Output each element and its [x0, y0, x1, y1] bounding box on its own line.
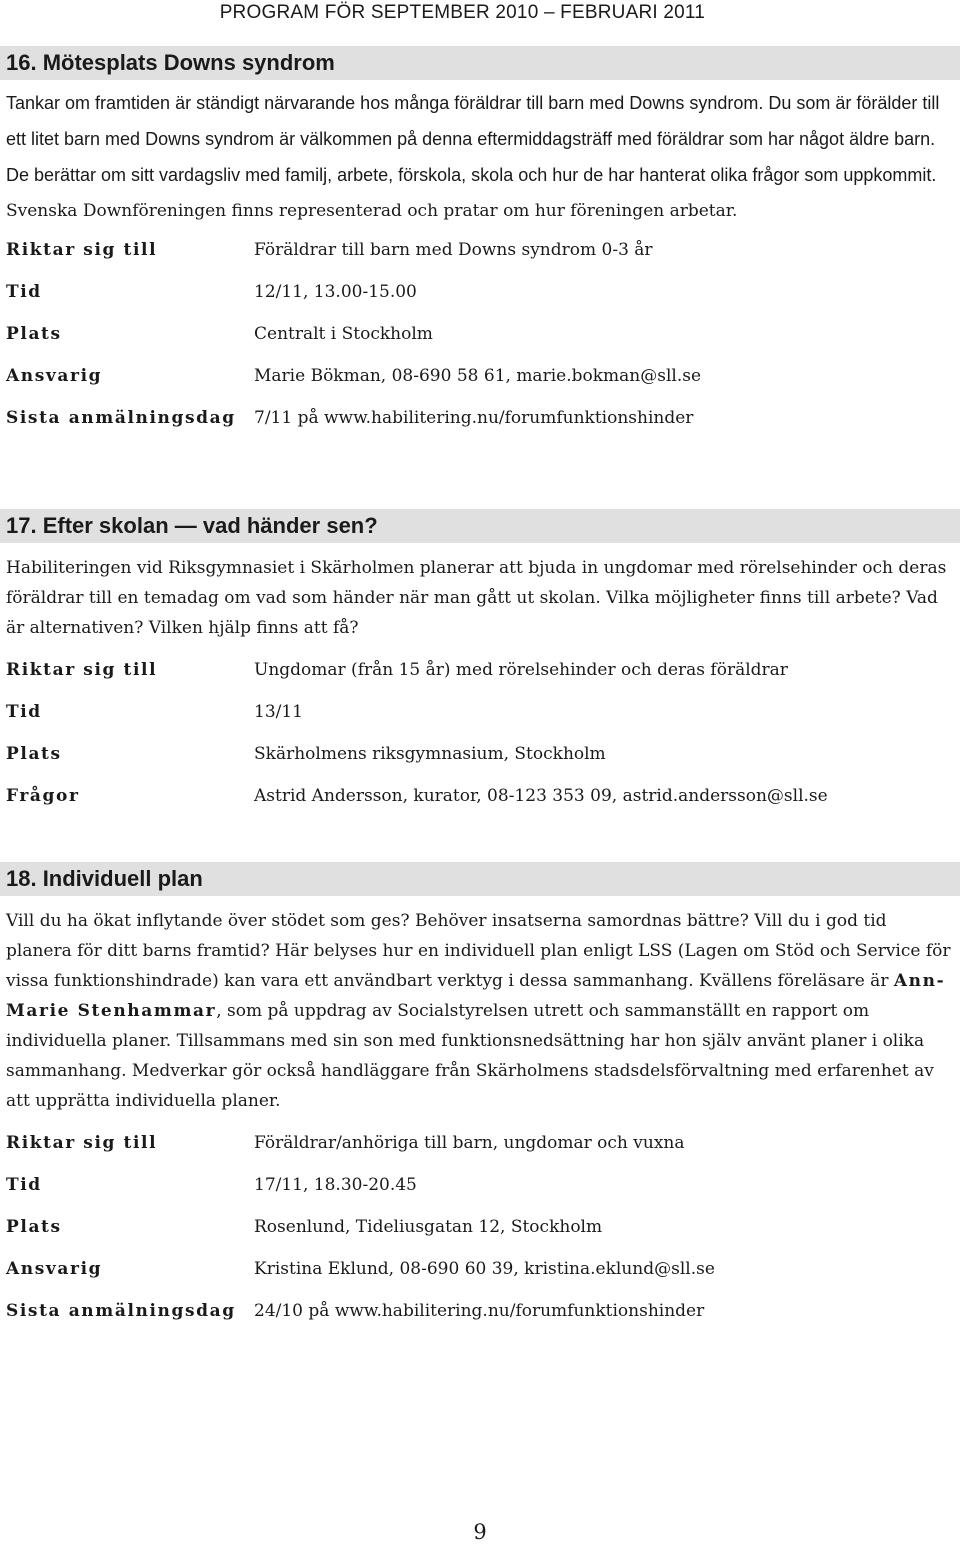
- section-16: [0, 46, 960, 439]
- field-value: 12/11, 13.00-15.00: [254, 282, 417, 302]
- section-description: [0, 906, 960, 1116]
- field-value: Centralt i Stockholm: [254, 324, 433, 344]
- field-row-deadline: [0, 397, 960, 439]
- field-label: Tid: [6, 1175, 42, 1195]
- field-value: Rosenlund, Tideliusgatan 12, Stockholm: [254, 1217, 603, 1237]
- field-row-target: [0, 649, 960, 691]
- field-label: Riktar sig till: [6, 240, 158, 260]
- field-label: Plats: [6, 744, 62, 764]
- field-row-time: [0, 271, 960, 313]
- field-row-responsible: [0, 1248, 960, 1290]
- field-value: Föräldrar/anhöriga till barn, ungdomar och vuxna: [254, 1133, 685, 1153]
- section-description: Habiliteringen vid Riksgymnasiet i Skärholmen planerar att bjuda in ungdomar med rörelsehinder och deras föräldrar till en temadag om vad som händer när man gått ut skolan. Vilka möjligheter finns till arbete? Vad är alternativen? Vilken hjälp finns att få?: [6, 558, 947, 638]
- section-heading: 18. Individuell plan: [0, 862, 960, 896]
- running-header: PROGRAM FÖR SEPTEMBER 2010 – FEBRUARI 2011: [219, 2, 705, 23]
- field-row-place: [0, 1206, 960, 1248]
- field-row-questions: [0, 775, 960, 817]
- section-17: [0, 509, 960, 817]
- field-label: Sista anmälningsdag: [6, 408, 236, 428]
- field-label: Ansvarig: [6, 1259, 103, 1279]
- field-row-time: [0, 1164, 960, 1206]
- section-18: [0, 862, 960, 1332]
- field-label: Plats: [6, 324, 62, 344]
- field-label: Riktar sig till: [6, 660, 158, 680]
- description-end: , som på uppdrag av Socialstyrelsen utrett och sammanställt en rapport om individuella planer. Tillsammans med sin son med funktionsnedsättning har hon själv använt planer i olika sammanhang. Medverkar gör också handläggare från Skärholmens stadsdelsförvaltning med erfarenhet av att upprätta individuella planer.: [6, 1001, 934, 1111]
- info-table: [0, 229, 960, 439]
- field-label: Sista anmälningsdag: [6, 1301, 236, 1321]
- field-value: 13/11: [254, 702, 303, 722]
- description-sans: Tankar om framtiden är ständigt närvarande hos många föräldrar till barn med Downs syndrom. Du som är förälder till ett litet barn med Downs syndrom är välkommen på denna eftermiddagsträff med föräldrar som har något äldre barn. De berättar om sitt vardagsliv med familj, arbete, förskola, skola och hur de har hanterat olika frågor som uppkommit.: [6, 93, 940, 185]
- info-table: [0, 1122, 960, 1332]
- section-description: [0, 86, 960, 229]
- field-label: Ansvarig: [6, 366, 103, 386]
- field-value: 24/10 på www.habilitering.nu/forumfunktionshinder: [254, 1301, 705, 1321]
- field-value: 17/11, 18.30-20.45: [254, 1175, 417, 1195]
- field-row-target: [0, 1122, 960, 1164]
- speaker-name: Ann-Marie Stenhammar: [6, 971, 946, 1021]
- field-label: Riktar sig till: [6, 1133, 158, 1153]
- field-label: Tid: [6, 282, 42, 302]
- field-value: Kristina Eklund, 08-690 60 39, kristina.eklund@sll.se: [254, 1259, 715, 1279]
- field-value: Ungdomar (från 15 år) med rörelsehinder och deras föräldrar: [254, 660, 788, 680]
- description-serif: Svenska Downföreningen finns representerad och pratar om hur föreningen arbetar.: [6, 201, 738, 221]
- field-value: Astrid Andersson, kurator, 08-123 353 09, astrid.andersson@sll.se: [254, 786, 828, 806]
- description-start: Vill du ha ökat inflytande över stödet som ges? Behöver insatserna samordnas bättre? Vill du i god tid planera för ditt barns framtid? Här belyses hur en individuell plan enligt LSS (Lagen om Stöd och Service för vissa funktionshindrade) kan vara ett användbart verktyg i dessa sammanhang. Kvällens föreläsare är: [6, 911, 951, 991]
- field-row-target: [0, 229, 960, 271]
- field-row-place: [0, 313, 960, 355]
- field-label: Plats: [6, 1217, 62, 1237]
- section-heading: 16. Mötesplats Downs syndrom: [0, 46, 960, 80]
- field-value: Skärholmens riksgymnasium, Stockholm: [254, 744, 606, 764]
- field-label: Frågor: [6, 786, 80, 806]
- field-value: Marie Bökman, 08-690 58 61, marie.bokman@sll.se: [254, 366, 702, 386]
- section-heading: 17. Efter skolan — vad händer sen?: [0, 509, 960, 543]
- field-row-time: [0, 691, 960, 733]
- field-row-responsible: [0, 355, 960, 397]
- field-value: Föräldrar till barn med Downs syndrom 0-3 år: [254, 240, 653, 260]
- info-table: [0, 649, 960, 817]
- field-row-deadline: [0, 1290, 960, 1332]
- page-number: 9: [473, 1520, 487, 1544]
- field-row-place: [0, 733, 960, 775]
- field-label: Tid: [6, 702, 42, 722]
- field-value: 7/11 på www.habilitering.nu/forumfunktionshinder: [254, 408, 694, 428]
